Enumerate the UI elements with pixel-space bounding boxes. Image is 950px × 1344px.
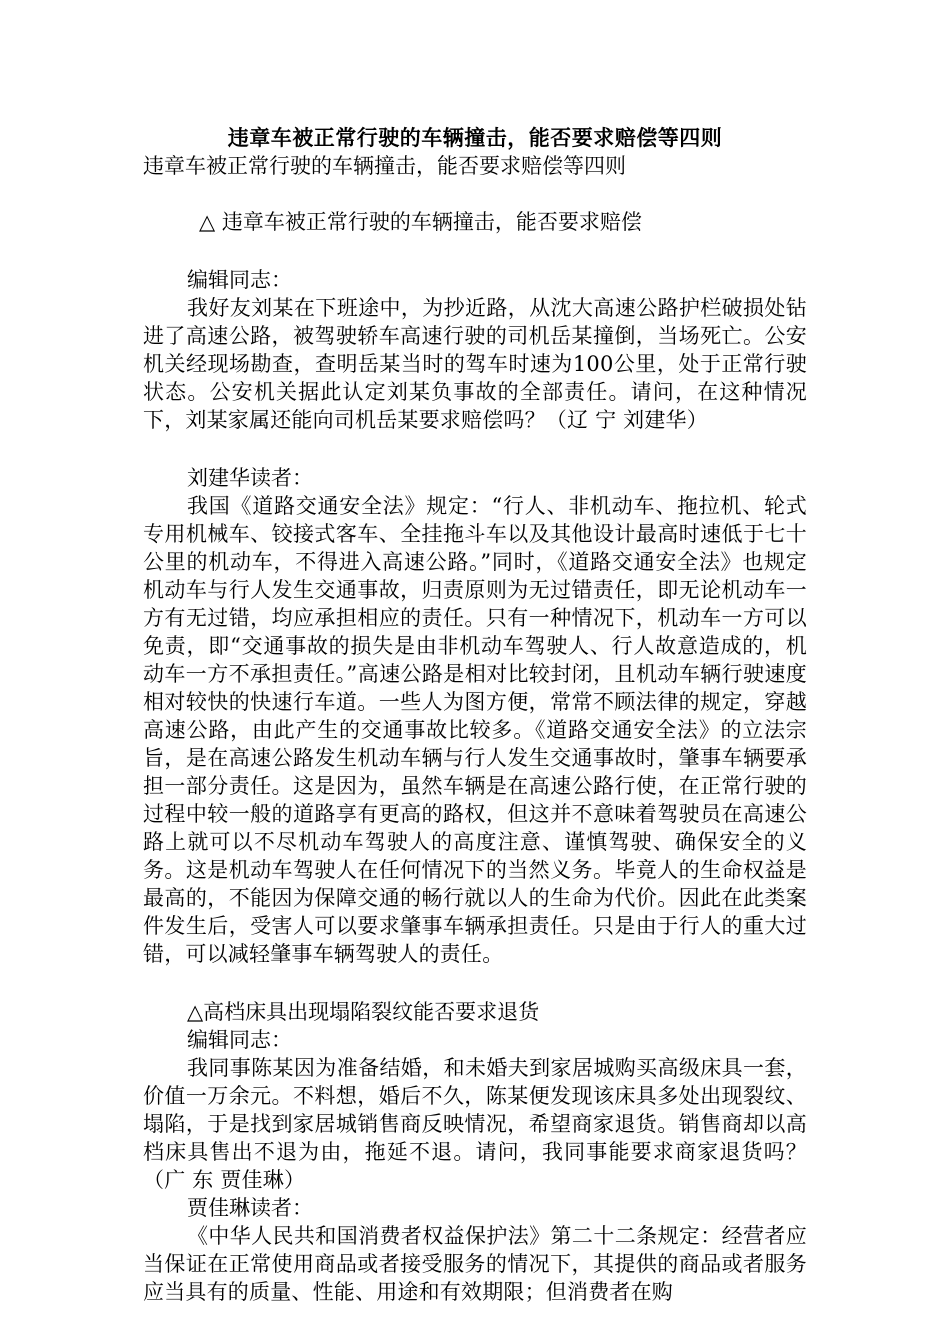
reply-salutation-2: 贾佳琳读者： bbox=[187, 1196, 313, 1220]
spacer bbox=[143, 180, 807, 208]
section-heading-2: △高档床具出现塌陷裂纹能否要求退货 bbox=[187, 1000, 540, 1024]
spacer bbox=[143, 236, 807, 266]
question-paragraph-1: 我好友刘某在下班途中，为抄近路，从沈大高速公路护栏破损处钻进了高速公路，被驾驶轿车高速行驶的司机岳某撞倒，当场死亡。公安机关经现场勘查，查明岳某当时的驾车时速为100公里，处于正常行驶状态。公安机关据此认定刘某负事故的全部责任。请问，在这种情况下，刘某家属还能向司机岳某要求赔偿吗？（辽 宁 刘建华） bbox=[143, 296, 807, 432]
reply-salutation-1: 刘建华读者： bbox=[187, 466, 313, 490]
document-title: 违章车被正常行驶的车辆撞击，能否要求赔偿等四则 bbox=[227, 125, 723, 150]
salutation-1: 编辑同志： bbox=[187, 268, 292, 292]
answer-paragraph-1: 我国《道路交通安全法》规定：“行人、非机动车、拖拉机、轮式专用机械车、铰接式客车、全挂拖斗车以及其他设计最高时速低于七十公里的机动车，不得进入高速公路。”同时，《道路交通安全法》也规定机动车与行人发生交通事故，归责原则为无过错责任，即无论机动车一方有无过错，均应承担相应的责任。只有一种情况下，机动车一方可以免责，即“交通事故的损失是由非机动车驾驶人、行人故意造成的，机动车一方不承担责任。”高速公路是相对比较封闭，且机动车辆行驶速度相对较快的快速行车道。一些人为图方便，常常不顾法律的规定，穿越高速公路，由此产生的交通事故比较多。《道路交通安全法》的立法宗旨，是在高速公路发生机动车辆与行人发生交通事故时，肇事车辆要承担一部分责任。这是因为，虽然车辆是在高速公路行使，在正常行驶的过程中较一般的道路享有更高的路权，但这并不意味着驾驶员在高速公路上就可以不尽机动车驾驶人的高度注意、谨慎驾驶、确保安全的义务。这是机动车驾驶人在任何情况下的当然义务。毕竟人的生命权益是最高的，不能因为保障交通的畅行就以人的生命为代价。因此在此类案件发生后，受害人可以要求肇事车辆承担责任。只是由于行人的重大过错，可以减轻肇事车辆驾驶人的责任。 bbox=[143, 494, 807, 966]
answer-paragraph-2: 《中华人民共和国消费者权益保护法》第二十二条规定：经营者应当保证在正常使用商品或者接受服务的情况下，其提供的商品或者服务应当具有的质量、性能、用途和有效期限；但消费者在购 bbox=[143, 1224, 807, 1304]
spacer bbox=[143, 968, 807, 998]
question-paragraph-2: 我同事陈某因为准备结婚，和未婚夫到家居城购买高级床具一套，价值一万余元。不料想，婚后不久，陈某便发现该床具多处出现裂纹、塌陷，于是找到家居城销售商反映情况，希望商家退货。销售商却以高档床具售出不退为由，拖延不退。请问，我同事能要求商家退货吗？（广 东 贾佳琳） bbox=[143, 1056, 807, 1192]
document-body bbox=[143, 124, 807, 1306]
section-heading-1: △ 违章车被正常行驶的车辆撞击，能否要求赔偿 bbox=[199, 210, 642, 234]
spacer bbox=[143, 434, 807, 464]
salutation-2: 编辑同志： bbox=[187, 1028, 292, 1052]
document-subtitle: 违章车被正常行驶的车辆撞击，能否要求赔偿等四则 bbox=[143, 154, 626, 178]
